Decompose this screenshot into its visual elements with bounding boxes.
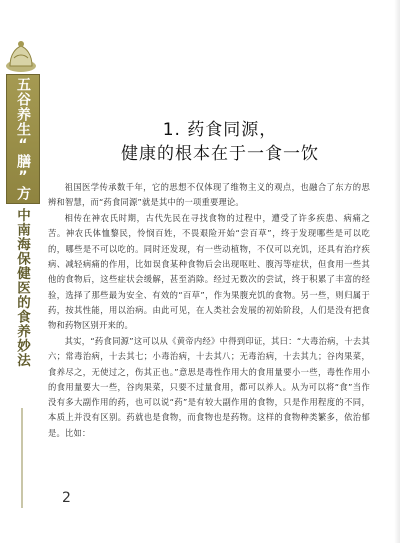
page-edge [394, 0, 400, 543]
book-ornament-icon [4, 36, 38, 74]
paragraph: 祖国医学传承数千年，它的思想不仅体现了维物主义的观点，也融合了东方的思辨和智慧，而“药食同源”就是其中的一项重要理论。 [48, 182, 370, 208]
paragraph: 其实，“药食同源”这可以从《黄帝内经》中得到印证，其曰：“大毒治病，十去其六；常毒治病，十去其七；小毒治病，十去其八；无毒治病，十去其九；谷肉果菜，食养尽之，无使过之，伤其正也。”意思是毒性作用大的食用量要小一些，毒性作用小的食用量要大一些，谷肉果菜，只要不过量食用，都可以养人。从为可以将“食”当作没有多大副作用的药，也可以说“药”是有较大副作用的食物，只是作用程度的不同，本质上并没有区别。药就也是食物，而食物也是药物。这样的食物种类繁多，依治郁是。比如： [48, 335, 370, 438]
book-subtitle: 中南海保健医的食养妙法 [14, 208, 30, 368]
side-divider [21, 408, 23, 508]
section-heading [70, 118, 370, 166]
heading-line-2: 健康的根本在于一食一饮 [121, 144, 319, 164]
page-number: 2 [62, 490, 71, 506]
body-text [48, 180, 370, 441]
side-title-banner [6, 74, 40, 204]
heading-line-1: 1. 药食同源， [162, 120, 278, 140]
paragraph: 相传在神农氏时期，古代先民在寻找食物的过程中，遭受了许多疾患、病痛之苦。神农氏体恤黎民，怜悯百姓，不畏艰险开始“尝百草”，终于发现哪些是可以吃的，哪些是不可以吃的。同时还发现，有一些动植物，不仅可以充饥，还具有治疗疾病、减轻病痛的作用，比如误食某种食物后会出现呕吐、腹泻等症状，但食用一些其他的食物后，这些症状会缓解，甚至消除。经过无数次的尝试，终于积累了丰富的经验，选择了那些最为安全、有效的“百草”，作为果腹充饥的食物。另一些，则归属于药，按其性能，用以治病。由此可见，在人类社会发展的初始阶段，人们是没有把食物和药物区别开来的。 [48, 213, 370, 331]
book-title: 五谷养生“膳”方 [15, 77, 31, 201]
